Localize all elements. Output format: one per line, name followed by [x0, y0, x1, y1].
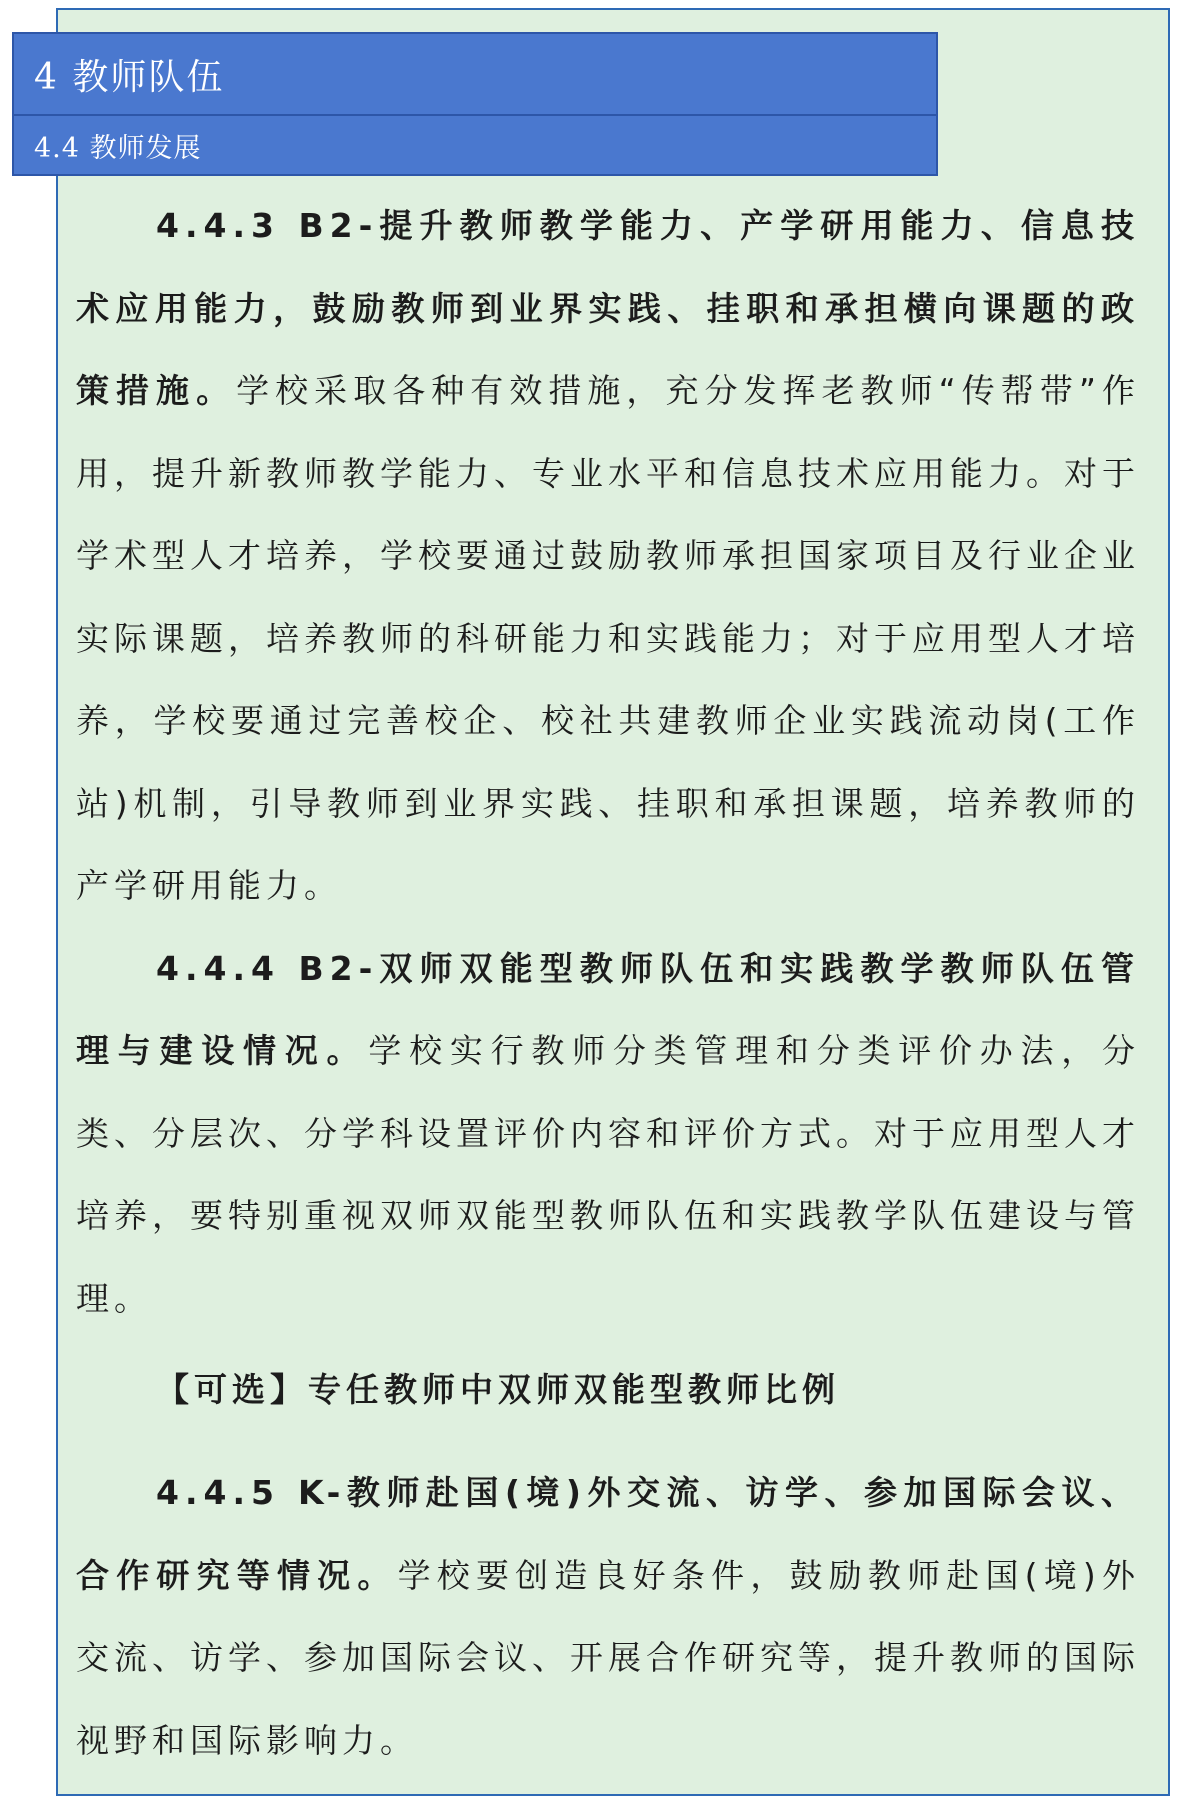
optional-item: 【可选】专任教师中双师双能型教师比例 [156, 1370, 840, 1409]
paragraph-heading: 4.4.4 B2-双师双能型教师队伍和实践教学教师队伍管理与建设情况。 [76, 948, 1140, 1070]
paragraph-heading: 4.4.5 K-教师赴国(境)外交流、访学、参加国际会议、合作研究等情况。 [76, 1473, 1140, 1595]
document-body [76, 185, 1140, 1782]
paragraph-body: 学校采取各种有效措施，充分发挥老教师“传帮带”作用，提升新教师教学能力、专业水平和信息技术应用能力。对于学术型人才培养，学校要通过鼓励教师承担国家项目及行业企业实际课题，培养教师的科研能力和实践能力；对于应用型人才培养，学校要通过完善校企、校社共建教师企业实践流动岗(工作站)机制，引导教师到业界实践、挂职和承担课题，培养教师的产学研用能力。 [76, 371, 1140, 905]
section-title: 4.4 教师发展 [12, 116, 938, 176]
chapter-title: 4 教师队伍 [12, 32, 938, 116]
paragraph-4-4-3 [76, 185, 1140, 928]
section-header [12, 32, 938, 176]
paragraph-heading: 4.4.3 B2-提升教师教学能力、产学研用能力、信息技术应用能力，鼓励教师到业界实践、挂职和承担横向课题的政策措施。 [76, 206, 1140, 410]
paragraph-body: 学校实行教师分类管理和分类评价办法，分类、分层次、分学科设置评价内容和评价方式。对于应用型人才培养，要特别重视双师双能型教师队伍和实践教学队伍建设与管理。 [76, 1031, 1141, 1318]
paragraph-4-4-4 [76, 928, 1140, 1341]
paragraph-4-4-5 [76, 1452, 1140, 1782]
paragraph-body: 学校要创造良好条件，鼓励教师赴国(境)外交流、访学、参加国际会议、开展合作研究等，提升教师的国际视野和国际影响力。 [76, 1555, 1141, 1760]
